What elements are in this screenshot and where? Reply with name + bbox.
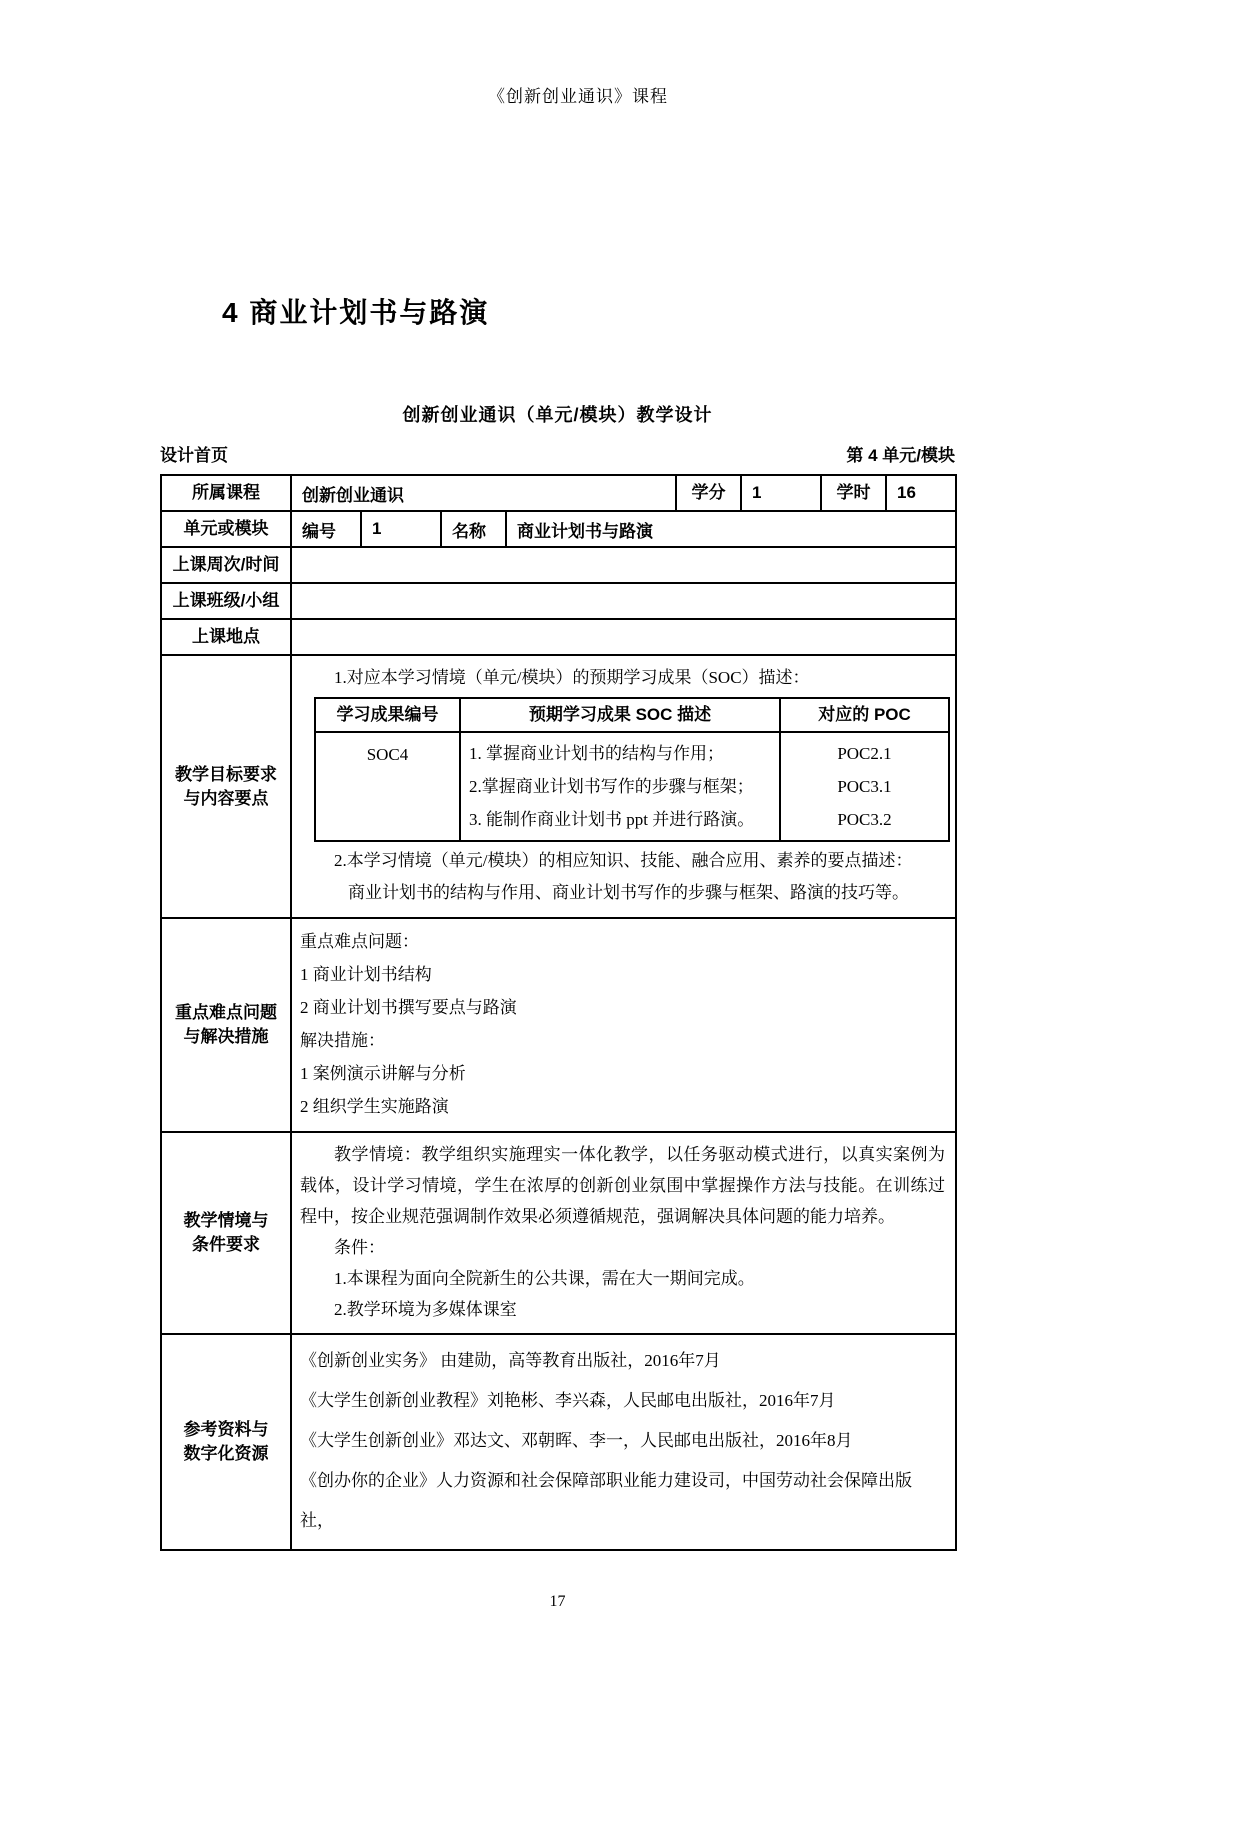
unit-number-header: 第 4 单元/模块 [846,446,955,465]
week-value-empty [291,547,956,583]
objectives-content [291,655,956,918]
hours-value: 16 [886,475,956,511]
hours-label: 学时 [821,475,886,511]
condition-label: 条件： [334,1238,385,1257]
unit-label: 单元或模块 [161,511,291,547]
row-place [161,619,956,655]
difficulty-line-6: 2 组织学生实施路演 [300,1097,449,1116]
unit-no-value: 1 [361,511,441,547]
objectives-note-intro: 2.本学习情境（单元/模块）的相应知识、技能、融合应用、素养的要点描述： [334,851,913,870]
content-block [160,401,955,1551]
soc-col-id-header: 学习成果编号 [315,698,460,732]
difficulties-label-line1: 重点难点问题 [175,1003,277,1022]
poc-value-2: POC3.1 [837,777,892,796]
difficulty-line-1: 重点难点问题： [300,932,419,951]
teaching-design-table [160,474,957,1551]
soc-col-poc-header: 对应的 POC [780,698,949,732]
objectives-label-line2: 与内容要点 [183,788,269,808]
situation-paragraph: 教学情境：教学组织实施理实一体化教学，以任务驱动模式进行，以真实案例为载体，设计学习情境，学生在浓厚的创新创业氛围中掌握操作方法与技能。在训练过程中，按企业规范强调制作效果必须遵循规范，强调解决具体问题的能力培养。 [300,1145,945,1226]
difficulties-label-line2: 与解决措施 [183,1027,269,1046]
row-unit [161,511,956,547]
row-class [161,583,956,619]
unit-name-label: 名称 [441,511,506,547]
unit-no-label: 编号 [291,511,361,547]
difficulty-line-3: 2 商业计划书撰写要点与路演 [300,998,517,1017]
place-value-empty [291,619,956,655]
soc-desc-line3: 3. 能制作商业计划书 ppt 并进行路演。 [469,810,755,829]
doc-title: 创新创业通识（单元/模块）教学设计 [402,405,713,425]
soc-description [460,732,780,841]
page-number: 17 [549,1593,566,1610]
situation-label [161,1132,291,1334]
objectives-note-body: 商业计划书的结构与作用、商业计划书写作的步骤与框架、路演的技巧等。 [348,883,909,902]
course-label: 所属课程 [161,475,291,511]
design-header-row [160,441,955,466]
objectives-label [161,655,291,918]
objectives-intro: 1.对应本学习情境（单元/模块）的预期学习成果（SOC）描述： [334,668,810,687]
difficulty-line-4: 解决措施： [300,1031,385,1050]
objectives-label-line1: 教学目标要求 [175,764,277,784]
soc-desc-line2: 2.掌握商业计划书写作的步骤与框架； [469,777,754,796]
design-home-label: 设计首页 [160,446,228,465]
chapter-title: 4 商业计划书与路演 [222,297,490,328]
references-label-line1: 参考资料与 [183,1420,269,1439]
row-course [161,475,956,511]
condition-item-2: 2.教学环境为多媒体课室 [334,1300,517,1319]
row-difficulties [161,918,956,1132]
soc-col-desc-header: 预期学习成果 SOC 描述 [460,698,780,732]
soc-table-header-row [315,698,949,732]
poc-values [780,732,949,841]
running-header: 《创新创业通识》课程 [488,87,668,106]
class-value-empty [291,583,956,619]
situation-content [291,1132,956,1334]
soc-table-data-row [315,732,949,841]
document-page [0,82,1240,1611]
difficulties-content [291,918,956,1132]
class-label: 上课班级/小组 [161,583,291,619]
soc-id: SOC4 [315,732,460,841]
credit-label: 学分 [676,475,741,511]
week-label: 上课周次/时间 [161,547,291,583]
difficulty-line-5: 1 案例演示讲解与分析 [300,1064,466,1083]
condition-item-1: 1.本课程为面向全院新生的公共课，需在大一期间完成。 [334,1269,755,1288]
row-week [161,547,956,583]
course-value: 创新创业通识 [291,475,676,511]
references-content [291,1334,956,1550]
row-references [161,1334,956,1550]
soc-desc-line1: 1. 掌握商业计划书的结构与作用； [469,744,724,763]
references-label [161,1334,291,1550]
reference-item-4: 《创办你的企业》人力资源和社会保障部职业能力建设司，中国劳动社会保障出版社， [300,1471,912,1530]
reference-item-2: 《大学生创新创业教程》刘艳彬、李兴森，人民邮电出版社，2016年7月 [300,1391,836,1410]
unit-name-value: 商业计划书与路演 [506,511,956,547]
place-label: 上课地点 [161,619,291,655]
soc-table [314,697,950,842]
references-label-line2: 数字化资源 [183,1444,269,1463]
credit-value: 1 [741,475,821,511]
difficulties-label [161,918,291,1132]
situation-label-line2: 条件要求 [192,1235,260,1254]
row-situation [161,1132,956,1334]
poc-value-1: POC2.1 [837,744,892,763]
reference-item-3: 《大学生创新创业》邓达文、邓朝晖、李一，人民邮电出版社，2016年8月 [300,1431,853,1450]
row-objectives [161,655,956,918]
reference-item-1: 《创新创业实务》 由建勋，高等教育出版社，2016年7月 [300,1351,721,1370]
situation-label-line1: 教学情境与 [183,1211,269,1230]
poc-value-3: POC3.2 [837,810,892,829]
difficulty-line-2: 1 商业计划书结构 [300,965,432,984]
